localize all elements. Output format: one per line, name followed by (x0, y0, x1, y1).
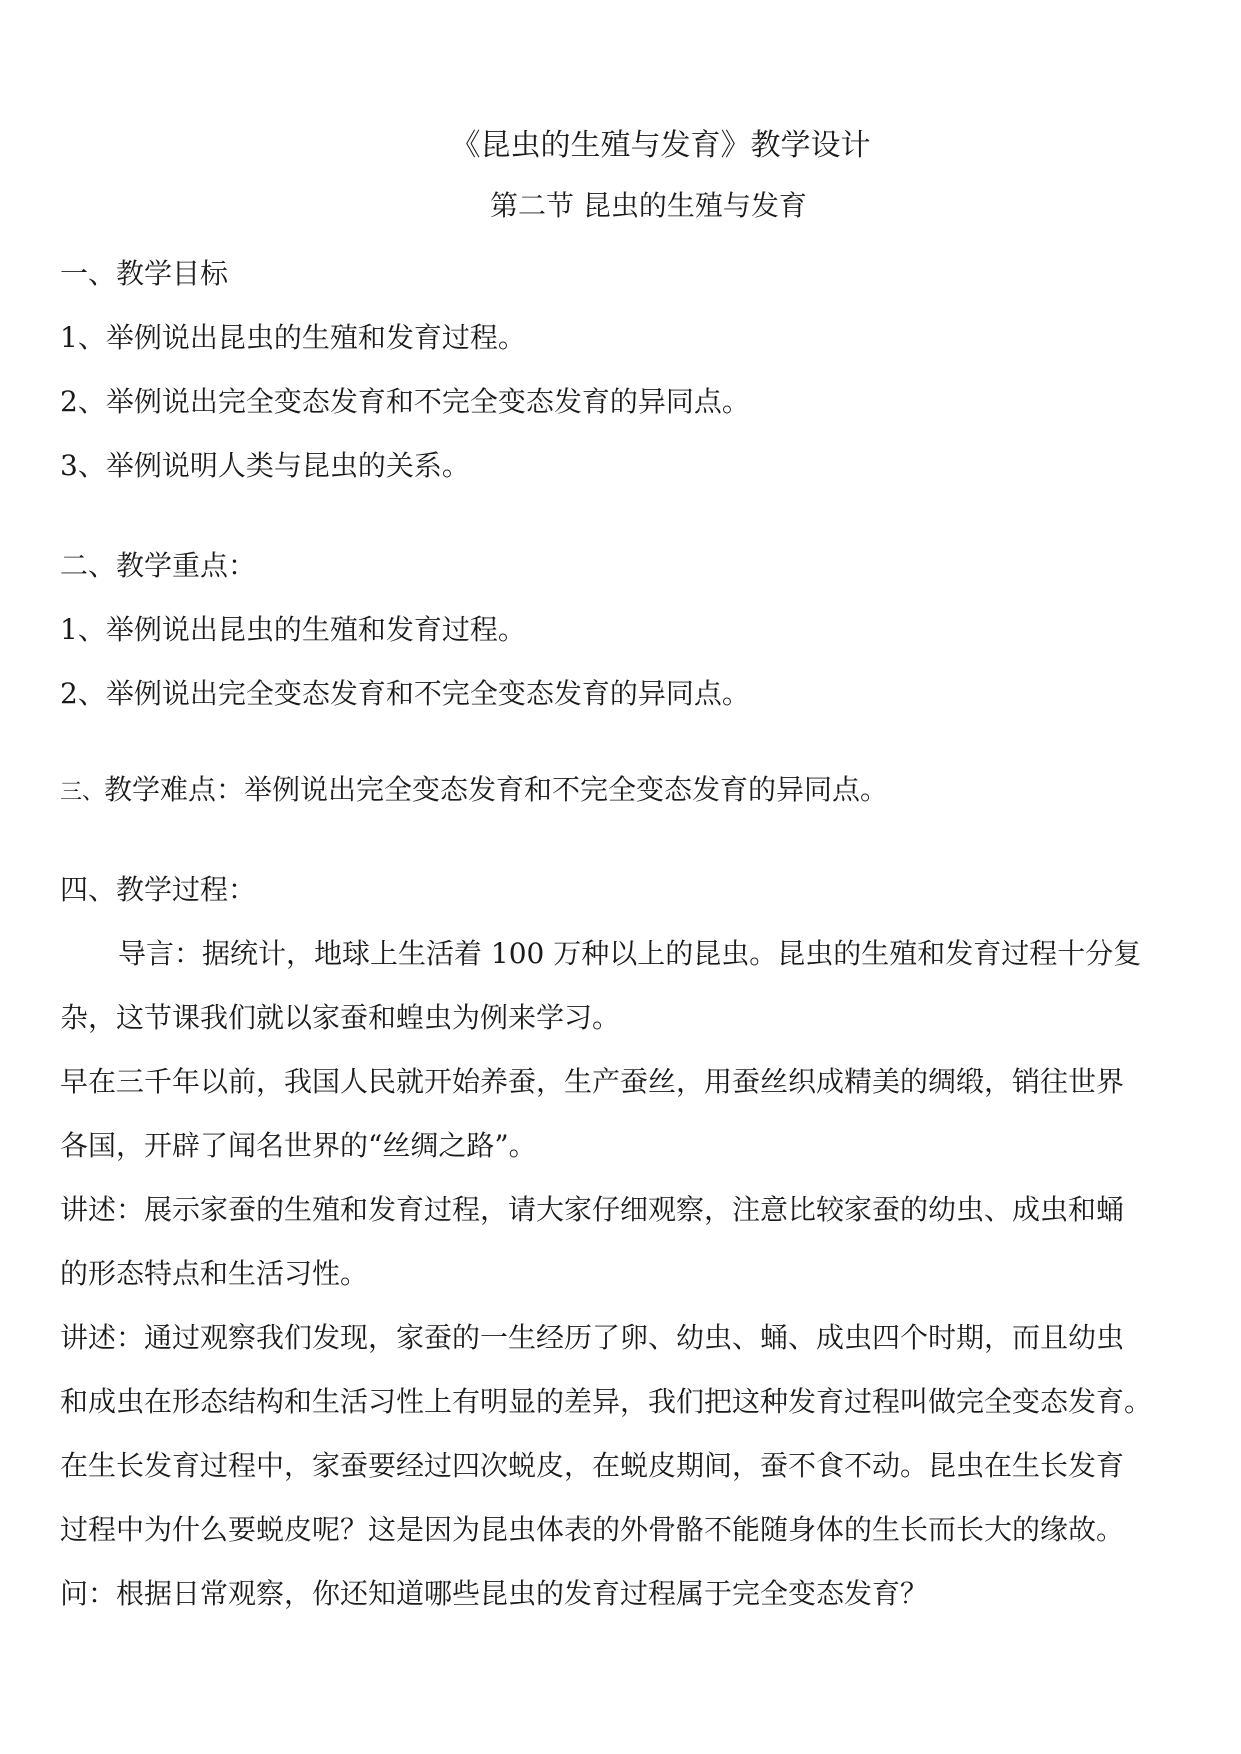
key-point-item: 1、举例说出昆虫的生殖和发育过程。 (60, 613, 526, 646)
process-line: 的形态特点和生活习性。 (60, 1257, 369, 1290)
difficulty-paragraph (60, 772, 888, 808)
objectives-heading: 一、教学目标 (60, 257, 229, 290)
process-line: 各国，开辟了闻名世界的“丝绸之路”。 (60, 1129, 537, 1162)
difficulty-prefix: 三、 (60, 780, 105, 805)
document-title: 《昆虫的生殖与发育》教学设计 (450, 128, 871, 163)
objective-item: 3、举例说明人类与昆虫的关系。 (60, 449, 470, 482)
key-point-item: 2、举例说出完全变态发育和不完全变态发育的异同点。 (60, 677, 750, 710)
objective-item: 2、举例说出完全变态发育和不完全变态发育的异同点。 (60, 385, 750, 418)
process-line: 在生长发育过程中，家蚕要经过四次蜕皮，在蜕皮期间，蚕不食不动。昆虫在生长发育 (60, 1449, 1125, 1482)
process-line: 讲述：展示家蚕的生殖和发育过程，请大家仔细观察，注意比较家蚕的幼虫、成虫和蛹 (60, 1193, 1125, 1226)
process-line: 过程中为什么要蜕皮呢？这是因为昆虫体表的外骨骼不能随身体的生长而长大的缘故。 (60, 1513, 1125, 1546)
difficulty-text: 教学难点：举例说出完全变态发育和不完全变态发育的异同点。 (104, 773, 889, 806)
key-points-heading: 二、教学重点： (60, 549, 257, 582)
process-line: 问：根据日常观察，你还知道哪些昆虫的发育过程属于完全变态发育？ (60, 1577, 929, 1610)
process-line: 早在三千年以前，我国人民就开始养蚕，生产蚕丝，用蚕丝织成精美的绸缎，销往世界 (60, 1065, 1125, 1098)
process-heading: 四、教学过程： (60, 873, 257, 906)
process-line: 导言：据统计，地球上生活着 100 万种以上的昆虫。昆虫的生殖和发育过程十分复 (118, 937, 1142, 970)
process-line: 杂，这节课我们就以家蚕和蝗虫为例来学习。 (60, 1001, 621, 1034)
objective-item: 1、举例说出昆虫的生殖和发育过程。 (60, 321, 526, 354)
process-line: 讲述：通过观察我们发现，家蚕的一生经历了卵、幼虫、蛹、成虫四个时期，而且幼虫 (60, 1321, 1125, 1354)
section-subtitle: 第二节 昆虫的生殖与发育 (490, 189, 807, 222)
process-line: 和成虫在形态结构和生活习性上有明显的差异，我们把这种发育过程叫做完全变态发育。 (60, 1385, 1153, 1418)
